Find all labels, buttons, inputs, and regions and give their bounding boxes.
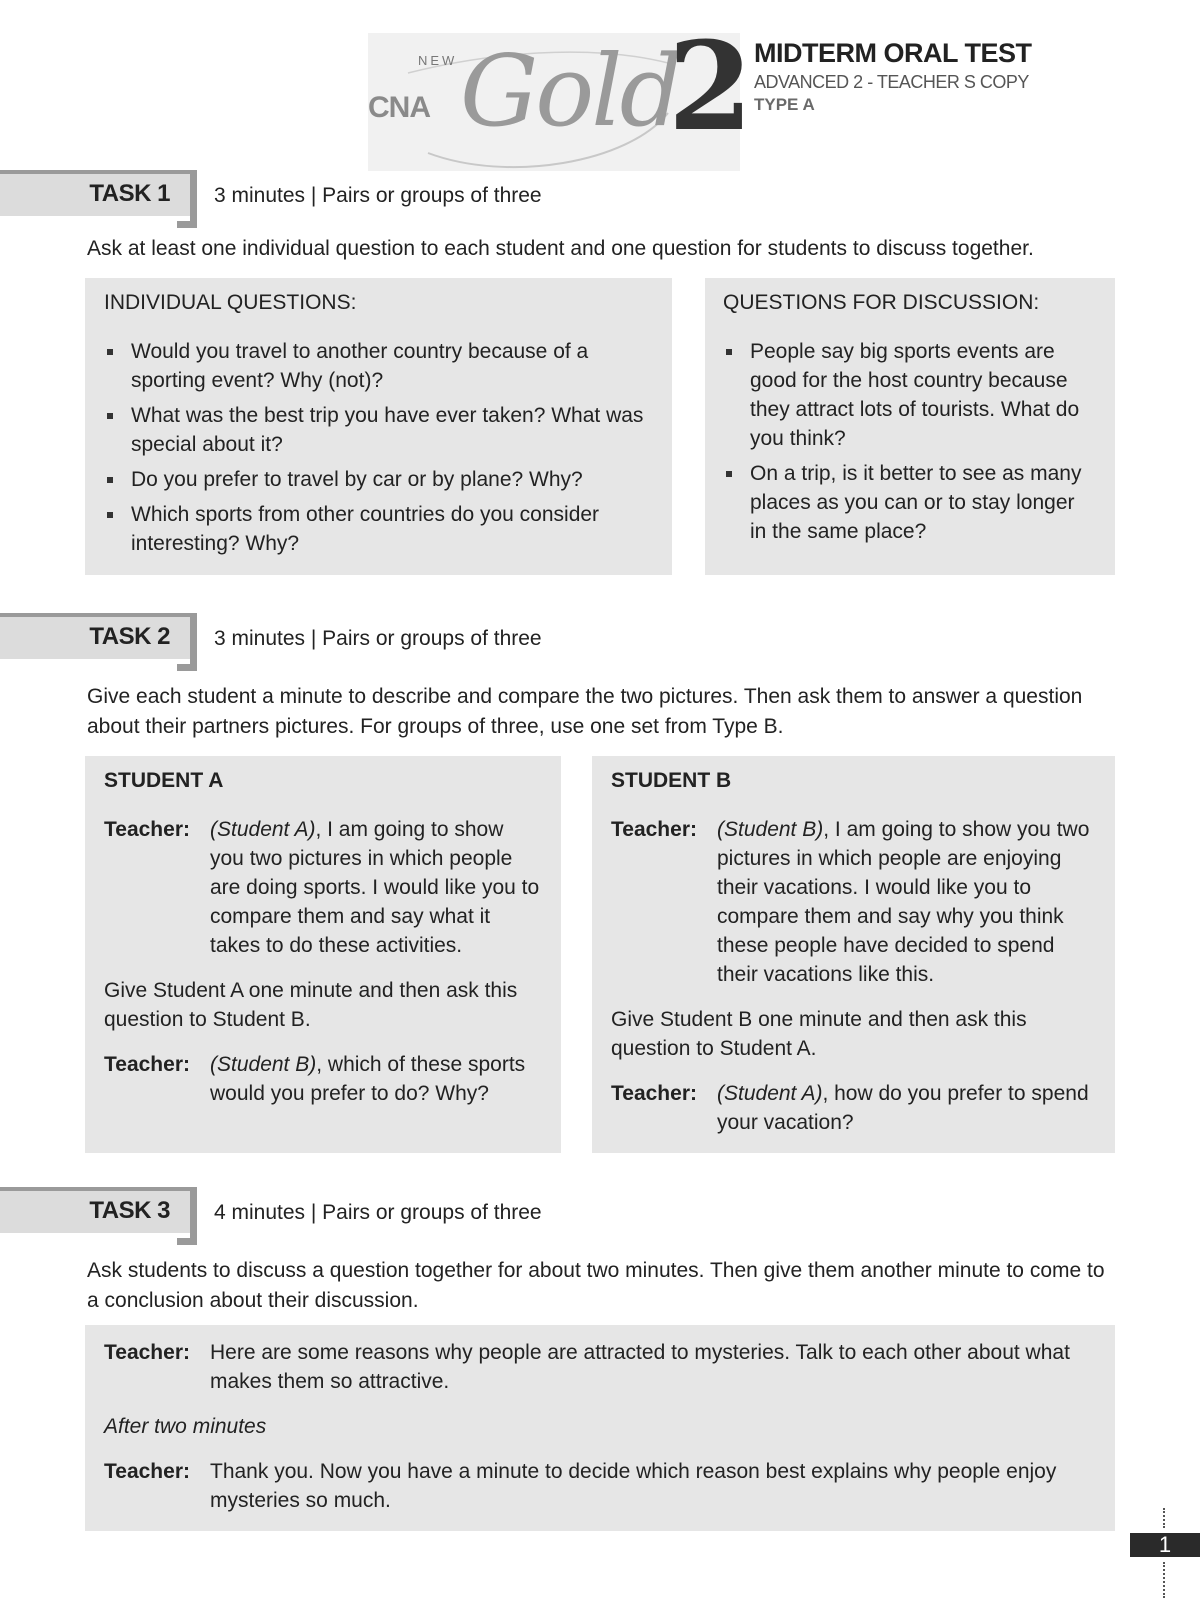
task-2-label: TASK 2 xyxy=(89,623,170,650)
individual-questions-heading: INDIVIDUAL QUESTIONS: xyxy=(104,291,357,314)
list-item: Which sports from other countries do you consider interesting? Why? xyxy=(104,500,652,558)
teacher-label: Teacher: xyxy=(611,1082,697,1105)
discussion-questions-list xyxy=(723,337,1095,546)
logo-gold-text: Gold xyxy=(460,35,680,149)
teacher-prompt-text xyxy=(210,815,543,960)
task-3-info: 4 minutes | Pairs or groups of three xyxy=(214,1201,542,1224)
list-item: Do you prefer to travel by car or by plane? Why? xyxy=(104,465,652,494)
teacher-question-text xyxy=(717,1079,1097,1137)
cna-gold-logo xyxy=(368,14,753,171)
individual-questions-list xyxy=(104,337,652,558)
teacher-prompt-text xyxy=(717,815,1097,989)
list-item: Would you travel to another country because of a sporting event? Why (not)? xyxy=(104,337,652,395)
teacher-label: Teacher: xyxy=(104,818,190,841)
test-subtitle: ADVANCED 2 - TEACHER S COPY xyxy=(754,72,1029,92)
prompt-rest: , I am going to show you two pictures in which people are doing sports. I would like you to compare them and say what it takes to do these activities. xyxy=(210,818,540,957)
student-a-heading: STUDENT A xyxy=(104,769,224,792)
list-item: What was the best trip you have ever taken? What was special about it? xyxy=(104,401,652,459)
task-1-info: 3 minutes | Pairs or groups of three xyxy=(214,184,542,207)
list-item: On a trip, is it better to see as many places as you can or to stay longer in the same place? xyxy=(723,459,1095,546)
question-rest: , which of these sports would you prefer to do? Why? xyxy=(210,1053,526,1105)
task-3-teacher-line-1 xyxy=(104,1338,1095,1396)
task-2-intro: Give each student a minute to describe and compare the two pictures. Then ask them to answer a question about their partners pictures. For groups of three, use one set from Type B. xyxy=(87,685,1083,738)
tab-edge xyxy=(190,1187,197,1245)
task-3-teacher-line-2 xyxy=(104,1457,1095,1515)
teacher-question-text xyxy=(210,1050,543,1108)
tab-foot xyxy=(177,664,197,671)
teacher-line-text: Here are some reasons why people are attracted to mysteries. Talk to each other about what makes them so attractive. xyxy=(210,1341,1070,1393)
student-b-box xyxy=(592,756,1115,1153)
student-b-teacher-prompt xyxy=(611,815,1097,989)
prompt-rest: , I am going to show you two pictures in which people are enjoying their vacations. I would like you to compare them and say why you think these people have decided to spend their vacations like this. xyxy=(717,818,1090,986)
student-b-instruction: Give Student B one minute and then ask this question to Student A. xyxy=(611,1008,1027,1060)
student-name: (Student A) xyxy=(210,818,316,841)
student-a-box xyxy=(85,756,561,1153)
teacher-label: Teacher: xyxy=(104,1341,190,1364)
task-1-label: TASK 1 xyxy=(89,180,170,207)
teacher-label: Teacher: xyxy=(104,1460,190,1483)
individual-questions-box xyxy=(85,278,672,575)
test-title: MIDTERM ORAL TEST xyxy=(754,38,1032,68)
discussion-questions-heading: QUESTIONS FOR DISCUSSION: xyxy=(723,291,1040,314)
page-edge-dots-bottom xyxy=(1163,1562,1167,1598)
task-3-box xyxy=(85,1325,1115,1531)
task-3-label: TASK 3 xyxy=(89,1197,170,1224)
task-1-intro: Ask at least one individual question to each student and one question for students to discuss together. xyxy=(87,237,1034,260)
student-name: (Student B) xyxy=(717,818,824,841)
tab-edge xyxy=(190,170,197,228)
test-type: TYPE A xyxy=(754,95,815,114)
task-1-tab xyxy=(0,170,190,216)
student-a-instruction: Give Student A one minute and then ask this question to Student B. xyxy=(104,979,518,1031)
tab-edge xyxy=(190,613,197,671)
page-edge-dots-top xyxy=(1163,1508,1167,1528)
page-number: 1 xyxy=(1130,1533,1200,1557)
logo-new-text: NEW xyxy=(418,53,458,68)
student-name: (Student B) xyxy=(210,1053,317,1076)
student-name: (Student A) xyxy=(717,1082,823,1105)
task-3-tab xyxy=(0,1187,190,1233)
student-a-teacher-question xyxy=(104,1050,543,1108)
task-3-intro: Ask students to discuss a question together for about two minutes. Then give them another minute to come to a conclusion about their discussion. xyxy=(87,1259,1105,1312)
student-b-teacher-question xyxy=(611,1079,1097,1137)
discussion-questions-box xyxy=(705,278,1115,575)
tab-foot xyxy=(177,221,197,228)
student-b-heading: STUDENT B xyxy=(611,769,732,792)
list-item: People say big sports events are good for the host country because they attract lots of tourists. What do you think? xyxy=(723,337,1095,453)
teacher-label: Teacher: xyxy=(104,1053,190,1076)
task-2-info: 3 minutes | Pairs or groups of three xyxy=(214,627,542,650)
student-a-teacher-prompt xyxy=(104,815,543,960)
teacher-label: Teacher: xyxy=(611,818,697,841)
after-two-minutes-note: After two minutes xyxy=(104,1415,267,1438)
task-2-tab xyxy=(0,613,190,659)
logo-level-number: 2 xyxy=(668,14,753,158)
teacher-line-text: Thank you. Now you have a minute to decide which reason best explains why people enjoy mysteries so much. xyxy=(210,1460,1057,1512)
tab-foot xyxy=(177,1238,197,1245)
logo-brand-text: CNA xyxy=(368,91,430,124)
question-rest: , how do you prefer to spend your vacation? xyxy=(717,1082,1089,1134)
